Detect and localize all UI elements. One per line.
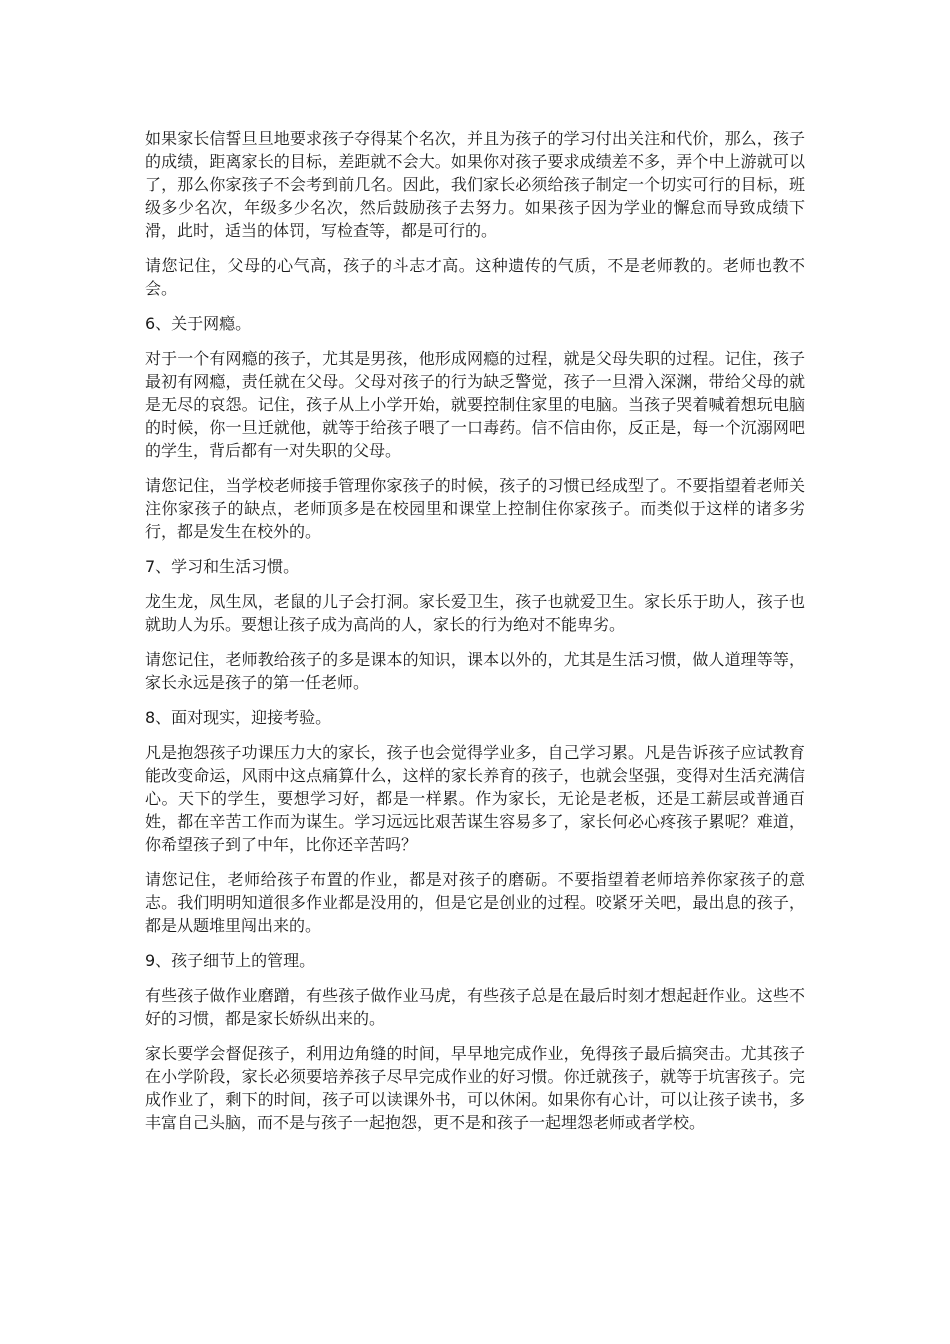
paragraph-internet-addiction: 对于一个有网瘾的孩子，尤其是男孩，他形成网瘾的过程，就是父母失职的过程。记住，孩子最初有网瘾，责任就在父母。父母对孩子的行为缺乏警觉，孩子一旦滑入深渊，带给父母的就是无尽的哀怨。记住，孩子从上小学开始，就要控制住家里的电脑。当孩子哭着喊着想玩电脑的时候，你一旦迁就他，就等于给孩子喂了一口毒药。信不信由你，反正是，每一个沉溺网吧的学生，背后都有一对失职的父母。 — [145, 349, 805, 460]
paragraph-study-pressure: 凡是抱怨孩子功课压力大的家长，孩子也会觉得学业多，自己学习累。凡是告诉孩子应试教育能改变命运，风雨中这点痛算什么，这样的家长养育的孩子，也就会坚强，变得对生活充满信心。天下的学生，要想学习好，都是一样累。作为家长，无论是老板，还是工薪层或普通百姓，都在辛苦工作而为谋生。学习远远比艰苦谋生容易多了，家长何必心疼孩子累呢？难道，你希望孩子到了中年，比你还辛苦吗？ — [145, 743, 805, 854]
paragraph-first-teacher: 请您记住，老师教给孩子的多是课本的知识，课本以外的，尤其是生活习惯，做人道理等等，家长永远是孩子的第一任老师。 — [145, 650, 805, 692]
document-page — [145, 127, 805, 1146]
section-heading-study-life-habits: 7、学习和生活习惯。 — [145, 557, 300, 576]
paragraph-bad-habits: 有些孩子做作业磨蹭，有些孩子做作业马虎，有些孩子总是在最后时刻才想起赶作业。这些不好的习惯，都是家长娇纵出来的。 — [145, 986, 805, 1028]
section-heading-detail-management: 9、孩子细节上的管理。 — [145, 951, 316, 970]
paragraph-parent-example: 龙生龙，凤生凤，老鼠的儿子会打洞。家长爱卫生，孩子也就爱卫生。家长乐于助人，孩子也就助人为乐。要想让孩子成为高尚的人，家长的行为绝对不能卑劣。 — [145, 592, 805, 634]
paragraph-ranking-goal: 如果家长信誓旦旦地要求孩子夺得某个名次，并且为孩子的学习付出关注和代价，那么，孩子的成绩，距离家长的目标，差距就不会大。如果你对孩子要求成绩差不多，弄个中上游就可以了，那么你家孩子不会考到前几名。因此，我们家长必须给孩子制定一个切实可行的目标，班级多少名次，年级多少名次，然后鼓励孩子去努力。如果孩子因为学业的懈怠而导致成绩下滑，此时，适当的体罚，写检查等，都是可行的。 — [145, 129, 805, 240]
section-heading-face-reality: 8、面对现实，迎接考验。 — [145, 708, 332, 727]
paragraph-supervise-homework: 家长要学会督促孩子，利用边角缝的时间，早早地完成作业，免得孩子最后搞突击。尤其孩子在小学阶段，家长必须要培养孩子尽早完成作业的好习惯。你迁就孩子，就等于坑害孩子。完成作业了，剩下的时间，孩子可以读课外书，可以休闲。如果你有心计，可以让孩子读书，多丰富自己头脑，而不是与孩子一起抱怨，更不是和孩子一起埋怨老师或者学校。 — [145, 1044, 805, 1132]
paragraph-homework-training: 请您记住，老师给孩子布置的作业，都是对孩子的磨砺。不要指望着老师培养你家孩子的意志。我们明明知道很多作业都是没用的，但是它是创业的过程。咬紧牙关吧，最出息的孩子，都是从题堆里闯出来的。 — [145, 870, 805, 935]
section-heading-internet-addiction: 6、关于网瘾。 — [145, 314, 252, 333]
paragraph-habits-formed: 请您记住，当学校老师接手管理你家孩子的时候，孩子的习惯已经成型了。不要指望着老师关注你家孩子的缺点，老师顶多是在校园里和课堂上控制住你家孩子。而类似于这样的诸多劣行，都是发生在校外的。 — [145, 476, 805, 541]
paragraph-parent-ambition: 请您记住，父母的心气高，孩子的斗志才高。这种遗传的气质，不是老师教的。老师也教不会。 — [145, 256, 805, 298]
